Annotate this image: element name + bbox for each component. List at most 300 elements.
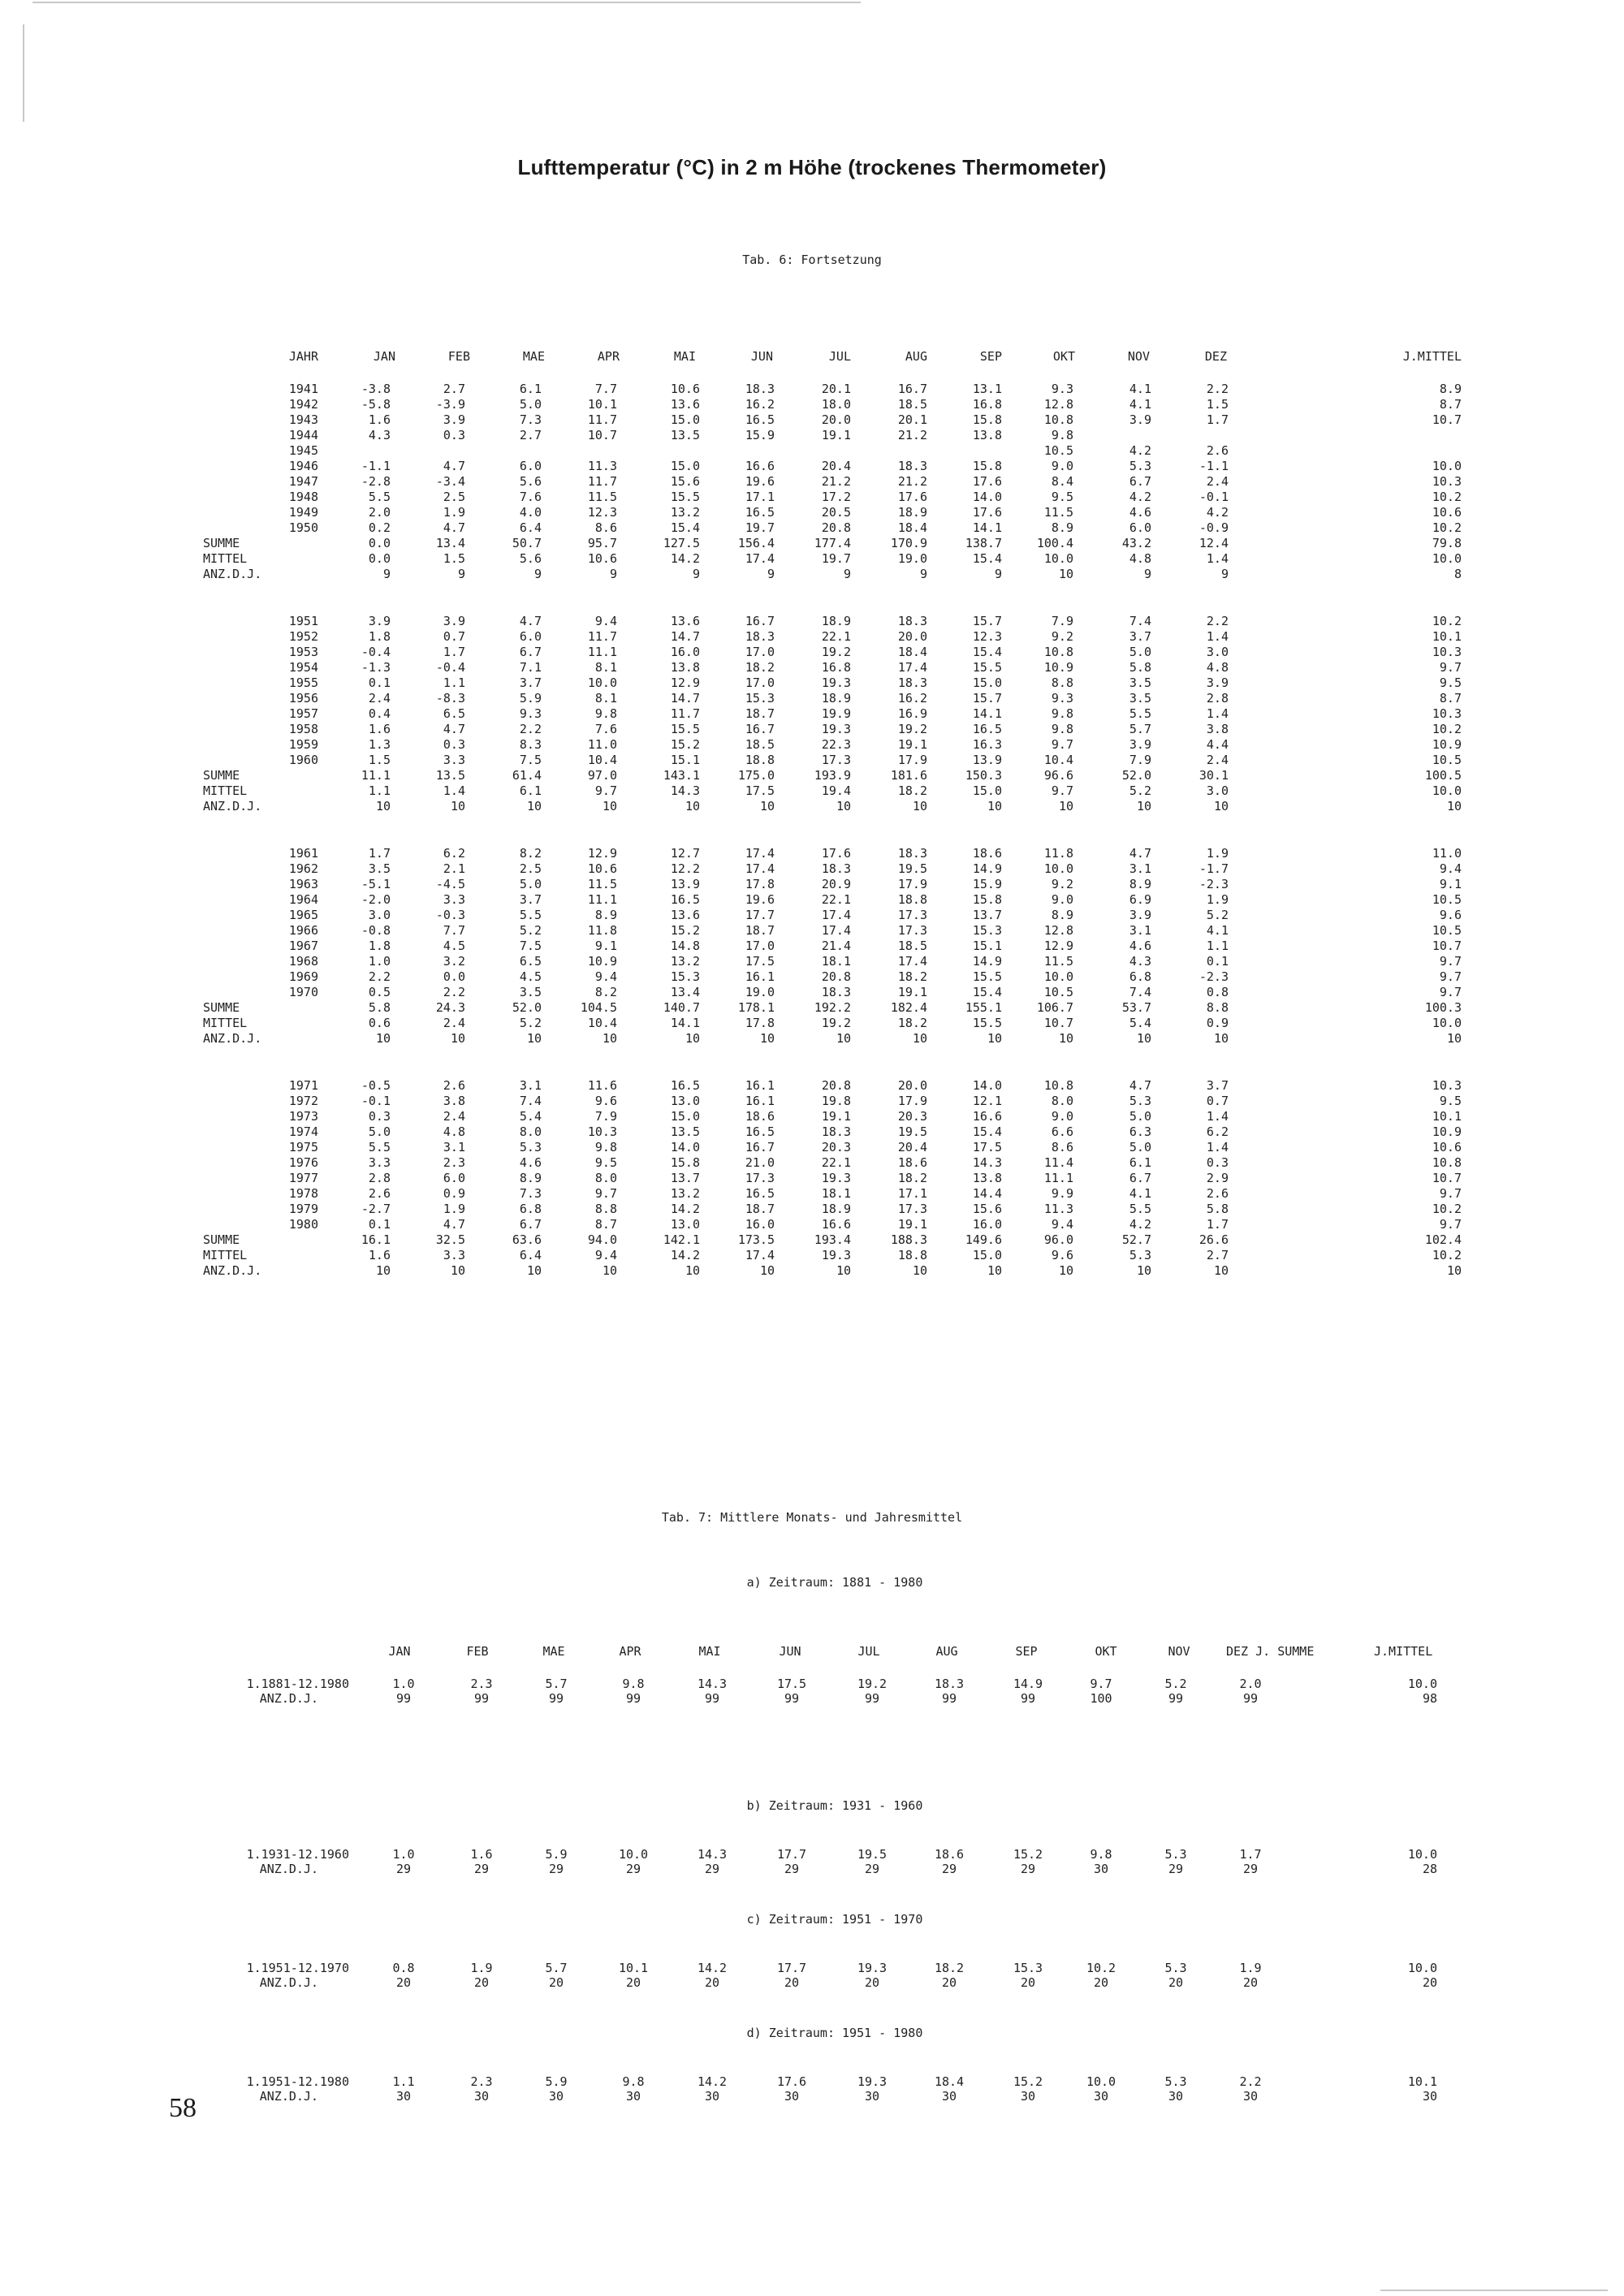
table-cell: 10.6 [587, 861, 617, 876]
table-cell: 3.9 [443, 614, 465, 628]
count-value: 20 [1242, 1975, 1259, 1990]
table-cell: 1.4 [1206, 1140, 1229, 1154]
mean-value: 15.2 [1013, 1847, 1043, 1862]
table-cell: 9 [767, 567, 775, 581]
table-cell: 17.0 [745, 939, 775, 953]
row-label: SUMME [203, 768, 240, 783]
column-header: SEP [1015, 1644, 1038, 1659]
row-label: 1961 [288, 846, 318, 861]
table-cell: 8.1 [594, 660, 617, 675]
table-cell: 0.3 [443, 737, 465, 752]
table-cell: 17.4 [821, 908, 851, 922]
table-cell: 9.1 [594, 939, 617, 953]
table-cell: 5.2 [1206, 908, 1229, 922]
table-cell: 10.7 [1432, 412, 1462, 427]
table-cell: 19.5 [897, 861, 927, 876]
table-cell: 10 [1213, 799, 1229, 814]
table-cell: 18.3 [821, 1124, 851, 1139]
table-cell: 18.3 [745, 382, 775, 396]
table-cell: 18.8 [745, 753, 775, 767]
row-label: 1969 [288, 969, 318, 984]
table-cell: 14.1 [670, 1016, 700, 1030]
table-cell: 7.7 [443, 923, 465, 938]
table-cell: 10 [450, 1263, 465, 1278]
table-cell: 10 [602, 799, 617, 814]
table-cell: 18.6 [897, 1155, 927, 1170]
table-cell: 10 [450, 1031, 465, 1046]
table-cell: 8.6 [594, 520, 617, 535]
table-cell: 193.4 [814, 1232, 851, 1247]
table-cell: 19.9 [821, 706, 851, 721]
table-cell: 10.9 [1043, 660, 1073, 675]
table-cell: 5.3 [1129, 1094, 1151, 1108]
table-cell: 53.7 [1121, 1000, 1151, 1015]
table-cell: 9.5 [1051, 490, 1073, 504]
row-label: SUMME [203, 536, 240, 550]
table-cell: 10.0 [1043, 861, 1073, 876]
period-row-label: 1.1951-12.1970 [246, 1961, 349, 1975]
table-cell: 15.8 [972, 412, 1002, 427]
table-cell: 9 [692, 567, 700, 581]
table-cell: 16.6 [972, 1109, 1002, 1124]
table-cell: 95.7 [587, 536, 617, 550]
table-cell: 2.8 [1206, 691, 1229, 706]
mean-value: 0.8 [392, 1961, 415, 1975]
table-cell: 1.1 [1206, 939, 1229, 953]
table-cell: -0.9 [1199, 520, 1229, 535]
table-cell: 16.8 [972, 397, 1002, 412]
mean-value: 10.0 [1407, 1961, 1437, 1975]
row-label: 1943 [288, 412, 318, 427]
table-cell: 10.5 [1432, 753, 1462, 767]
page-number: 58 [169, 2093, 197, 2123]
table-cell: 17.0 [745, 645, 775, 659]
table-cell: 1.4 [1206, 706, 1229, 721]
table-cell: 2.6 [1206, 1186, 1229, 1201]
table-cell: 8 [1453, 567, 1462, 581]
table-cell: 10.0 [1432, 783, 1462, 798]
table-cell: 10 [1136, 799, 1151, 814]
table-cell: 10 [987, 1263, 1002, 1278]
table-cell: 17.6 [972, 474, 1002, 489]
table-cell: 9.7 [1439, 1186, 1462, 1201]
table-cell: 14.4 [972, 1186, 1002, 1201]
table-cell: 155.1 [965, 1000, 1002, 1015]
table-cell: 10 [526, 1263, 542, 1278]
table-cell: 4.5 [519, 969, 542, 984]
table-cell: 11.5 [1043, 954, 1073, 969]
table-cell: 3.1 [1129, 861, 1151, 876]
mean-value: 18.3 [934, 1677, 965, 1691]
table-cell: 10.2 [1432, 614, 1462, 628]
table-cell: 3.9 [1129, 908, 1151, 922]
table-cell: 9.7 [1051, 783, 1073, 798]
table-cell: 156.4 [737, 536, 775, 550]
period-label: b) Zeitraum: 1931 - 1960 [746, 1798, 923, 1813]
table-cell: 15.6 [670, 474, 700, 489]
table-cell: 7.9 [1051, 614, 1073, 628]
table-cell: 16.0 [972, 1217, 1002, 1232]
table-cell: 8.1 [594, 691, 617, 706]
table-cell: 1.7 [1206, 1217, 1229, 1232]
table-cell: -0.1 [1199, 490, 1229, 504]
count-value: 20 [548, 1975, 564, 1990]
count-value: 30 [704, 2089, 720, 2104]
table-cell: 4.7 [443, 1217, 465, 1232]
row-label: 1956 [288, 691, 318, 706]
table-cell: 1.9 [1206, 892, 1229, 907]
table-cell: 10 [375, 1263, 391, 1278]
table-cell: 5.5 [1129, 706, 1151, 721]
table-cell: 1.5 [368, 753, 391, 767]
table-cell: 8.7 [1439, 691, 1462, 706]
table-cell: 10.1 [1432, 629, 1462, 644]
column-header: JAHR [288, 349, 318, 364]
table-cell: 1.3 [368, 737, 391, 752]
count-value: 30 [1242, 2089, 1259, 2104]
table-cell: 9 [382, 567, 391, 581]
table-cell: 4.7 [443, 459, 465, 473]
table-cell: 5.0 [1129, 1140, 1151, 1154]
table-cell: 22.1 [821, 1155, 851, 1170]
table-cell: 8.8 [1206, 1000, 1229, 1015]
table-cell: 12.3 [587, 505, 617, 520]
period-label: c) Zeitraum: 1951 - 1970 [746, 1912, 923, 1927]
table-cell: -0.8 [361, 923, 391, 938]
count-value: 99 [704, 1691, 720, 1706]
table-cell: 61.4 [512, 768, 542, 783]
table-cell: 18.5 [745, 737, 775, 752]
table-cell: 104.5 [580, 1000, 617, 1015]
table-cell: 2.4 [1206, 474, 1229, 489]
count-value: 99 [548, 1691, 564, 1706]
table-cell: 96.6 [1043, 768, 1073, 783]
table-cell: 5.0 [368, 1124, 391, 1139]
table-cell: 10.1 [587, 397, 617, 412]
table-cell: 20.8 [821, 1078, 851, 1093]
table-cell: 10.6 [670, 382, 700, 396]
table-cell: 17.3 [897, 908, 927, 922]
table-cell: 13.1 [972, 382, 1002, 396]
mean-value: 5.7 [545, 1961, 568, 1975]
column-header: NOV [1127, 349, 1150, 364]
table-cell: -0.4 [435, 660, 465, 675]
row-label: 1963 [288, 877, 318, 891]
row-label: 1962 [288, 861, 318, 876]
table-cell: 10.3 [1432, 1078, 1462, 1093]
table-cell: 3.7 [1206, 1078, 1229, 1093]
table-cell: 20.1 [821, 382, 851, 396]
table-cell: 9.4 [1439, 861, 1462, 876]
table-cell: 8.9 [1439, 382, 1462, 396]
table-cell: 14.0 [972, 490, 1002, 504]
table-cell: 12.2 [670, 861, 700, 876]
table-cell: 20.0 [821, 412, 851, 427]
table-cell: 2.9 [1206, 1171, 1229, 1185]
mean-value: 1.1 [392, 2074, 415, 2089]
table-cell: 4.6 [519, 1155, 542, 1170]
table-cell: 16.5 [972, 722, 1002, 736]
table-cell: 3.3 [443, 892, 465, 907]
table-cell: 13.9 [972, 753, 1002, 767]
table-cell: 16.6 [821, 1217, 851, 1232]
table-cell: 15.5 [972, 660, 1002, 675]
mean-value: 19.3 [857, 2074, 888, 2089]
table-cell: 10 [685, 1263, 700, 1278]
count-value: 20 [625, 1975, 641, 1990]
column-header: JUL [857, 1644, 880, 1659]
column-header: JUN [779, 1644, 801, 1659]
table-cell: 2.5 [443, 490, 465, 504]
table-cell: 17.5 [745, 954, 775, 969]
table-cell: 6.5 [519, 954, 542, 969]
table-cell: 5.0 [1129, 1109, 1151, 1124]
table-cell: 11.1 [361, 768, 391, 783]
table-cell: 20.3 [897, 1109, 927, 1124]
table-cell: 18.4 [897, 520, 927, 535]
table-cell: 15.4 [972, 551, 1002, 566]
mean-value: 15.2 [1013, 2074, 1043, 2089]
table-cell: 0.3 [368, 1109, 391, 1124]
table-cell: 5.5 [519, 908, 542, 922]
mean-value: 19.5 [857, 1847, 888, 1862]
table-cell: 10.9 [1432, 737, 1462, 752]
table-cell: 18.3 [897, 459, 927, 473]
table-cell: 15.0 [670, 1109, 700, 1124]
table-cell: 11.1 [1043, 1171, 1073, 1185]
table-cell: 1.4 [1206, 629, 1229, 644]
table-cell: 19.7 [821, 551, 851, 566]
table-cell: 12.7 [670, 846, 700, 861]
table-cell: 19.5 [897, 1124, 927, 1139]
mean-value: 1.0 [392, 1847, 415, 1862]
table-cell: 16.1 [361, 1232, 391, 1247]
table-cell: 11.0 [587, 737, 617, 752]
table-cell: 13.6 [670, 614, 700, 628]
table-cell: 15.3 [670, 969, 700, 984]
table-cell: 10.0 [1432, 551, 1462, 566]
row-label: 1968 [288, 954, 318, 969]
table-cell: 16.0 [670, 645, 700, 659]
table-cell: 17.1 [745, 490, 775, 504]
table-cell: 14.1 [972, 520, 1002, 535]
table-cell: 6.8 [519, 1202, 542, 1216]
table-cell: 16.7 [745, 614, 775, 628]
table-cell: 17.6 [972, 505, 1002, 520]
table-cell: 177.4 [814, 536, 851, 550]
table-cell: 4.7 [443, 520, 465, 535]
table-cell: 3.3 [368, 1155, 391, 1170]
table-cell: -2.8 [361, 474, 391, 489]
table-cell: 11.6 [587, 1078, 617, 1093]
row-label: 1967 [288, 939, 318, 953]
table-cell: 4.1 [1206, 923, 1229, 938]
scan-edge-bottom [1380, 2290, 1608, 2291]
table-cell: 19.6 [745, 474, 775, 489]
table-cell: 5.2 [519, 923, 542, 938]
count-row-label: ANZ.D.J. [259, 1975, 318, 1990]
table-cell: 18.3 [821, 985, 851, 999]
table-cell: 19.7 [745, 520, 775, 535]
mean-value: 18.4 [934, 2074, 965, 2089]
table-cell: 192.2 [814, 1000, 851, 1015]
table-cell: 4.7 [1129, 1078, 1151, 1093]
table-cell: 2.4 [443, 1109, 465, 1124]
table-cell: 12.9 [670, 675, 700, 690]
table-cell: 52.7 [1121, 1232, 1151, 1247]
table-cell: 6.2 [1206, 1124, 1229, 1139]
column-header: OKT [1052, 349, 1075, 364]
mean-value: 17.7 [776, 1961, 807, 1975]
table-cell: 5.8 [1206, 1202, 1229, 1216]
table-cell: 19.1 [821, 428, 851, 442]
table-cell: 9 [609, 567, 617, 581]
row-label: 1959 [288, 737, 318, 752]
mean-value: 2.3 [470, 1677, 493, 1691]
table-cell: -2.3 [1199, 969, 1229, 984]
column-header: JUL [828, 349, 851, 364]
table-cell: 9.5 [594, 1155, 617, 1170]
table-cell: 5.0 [519, 877, 542, 891]
row-label: 1942 [288, 397, 318, 412]
table-cell: 13.8 [972, 428, 1002, 442]
row-label: 1965 [288, 908, 318, 922]
table-cell: 17.4 [745, 1248, 775, 1262]
table-cell: 2.6 [368, 1186, 391, 1201]
table-cell: 7.6 [594, 722, 617, 736]
table-cell: 18.1 [821, 954, 851, 969]
table-cell: 1.9 [1206, 846, 1229, 861]
table-cell: 10.3 [1432, 474, 1462, 489]
table-cell: 3.3 [443, 1248, 465, 1262]
period-row-label: 1.1951-12.1980 [246, 2074, 349, 2089]
table-cell: 8.2 [594, 985, 617, 999]
table-cell: 16.1 [745, 1078, 775, 1093]
table-cell: 9.5 [1439, 675, 1462, 690]
table-cell: 7.5 [519, 753, 542, 767]
table-cell: 3.7 [519, 675, 542, 690]
table-cell: 3.0 [1206, 783, 1229, 798]
table-cell: 10 [602, 1263, 617, 1278]
table-cell: -5.1 [361, 877, 391, 891]
table-cell: 4.8 [1129, 551, 1151, 566]
table-cell: 11.5 [587, 877, 617, 891]
table-cell: 4.2 [1129, 1217, 1151, 1232]
mean-value: 14.2 [697, 2074, 728, 2089]
table-cell: 18.8 [897, 1248, 927, 1262]
table-cell: 17.6 [897, 490, 927, 504]
mean-value: 10.0 [1407, 1847, 1437, 1862]
table-cell: 7.4 [1129, 985, 1151, 999]
table-cell: 3.1 [519, 1078, 542, 1093]
table-cell: 10.7 [1043, 1016, 1073, 1030]
table-cell: 1.6 [368, 412, 391, 427]
count-value: 29 [864, 1862, 880, 1876]
table-cell: 10 [1136, 1263, 1151, 1278]
table-cell: 9.7 [1439, 985, 1462, 999]
table-cell: 16.6 [745, 459, 775, 473]
column-header: AUG [905, 349, 927, 364]
table-cell: 9.8 [594, 1140, 617, 1154]
table-cell: 13.8 [670, 660, 700, 675]
table-cell: 7.7 [594, 382, 617, 396]
table-cell: 9.0 [1051, 892, 1073, 907]
table-cell: 4.2 [1206, 505, 1229, 520]
table-cell: 173.5 [737, 1232, 775, 1247]
row-label: MITTEL [203, 1016, 248, 1030]
table-cell: 15.3 [745, 691, 775, 706]
table-cell: 9.4 [594, 614, 617, 628]
table-cell: 9 [1220, 567, 1229, 581]
table-cell: 4.1 [1129, 1186, 1151, 1201]
table-cell: 0.1 [368, 1217, 391, 1232]
table-cell: 17.5 [745, 783, 775, 798]
table-cell: 63.6 [512, 1232, 542, 1247]
table-cell: 9 [919, 567, 927, 581]
table-cell: 15.1 [670, 753, 700, 767]
table-cell: 14.3 [670, 783, 700, 798]
column-header: JAN [373, 349, 395, 364]
table-cell: 26.6 [1199, 1232, 1229, 1247]
row-label: 1944 [288, 428, 318, 442]
table-cell: 6.9 [1129, 892, 1151, 907]
table-cell: 3.5 [519, 985, 542, 999]
table-cell: 16.5 [745, 505, 775, 520]
table-cell: 15.6 [972, 1202, 1002, 1216]
table-cell: 9.7 [1051, 737, 1073, 752]
table-cell: 9.7 [1439, 954, 1462, 969]
table-cell: 14.0 [972, 1078, 1002, 1093]
table-cell: 12.8 [1043, 923, 1073, 938]
count-value: 20 [1422, 1975, 1437, 1990]
table-cell: 5.7 [1129, 722, 1151, 736]
table-cell: 3.7 [1129, 629, 1151, 644]
table-cell: 9.4 [594, 969, 617, 984]
table-cell: 10.5 [1043, 443, 1073, 458]
row-label: 1955 [288, 675, 318, 690]
table-cell: 30.1 [1199, 768, 1229, 783]
table-cell: 3.9 [368, 614, 391, 628]
table-cell: 150.3 [965, 768, 1002, 783]
mean-value: 10.0 [1086, 2074, 1116, 2089]
table-cell: 2.7 [519, 428, 542, 442]
mean-value: 1.7 [1239, 1847, 1262, 1862]
table-cell: 12.9 [587, 846, 617, 861]
table-cell: 5.5 [1129, 1202, 1151, 1216]
table-cell: 1.4 [443, 783, 465, 798]
table-cell: 1.5 [443, 551, 465, 566]
period-label: a) Zeitraum: 1881 - 1980 [746, 1575, 923, 1590]
count-value: 99 [473, 1691, 490, 1706]
table-cell: 10 [685, 799, 700, 814]
count-value: 99 [784, 1691, 800, 1706]
table-cell: 5.3 [1129, 1248, 1151, 1262]
table-cell: 170.9 [890, 536, 927, 550]
table-cell: 15.4 [972, 1124, 1002, 1139]
table-cell: 5.6 [519, 551, 542, 566]
table-cell: 19.0 [897, 551, 927, 566]
table-cell: 20.9 [821, 877, 851, 891]
column-header: FEB [466, 1644, 489, 1659]
table-cell: 14.2 [670, 551, 700, 566]
table-cell: 0.0 [368, 536, 391, 550]
table-cell: 50.7 [512, 536, 542, 550]
table-cell: 18.3 [897, 675, 927, 690]
table-cell: 10 [912, 1263, 927, 1278]
table-cell: 3.2 [443, 954, 465, 969]
table-cell: 2.7 [1206, 1248, 1229, 1262]
table-cell: 10.8 [1043, 1078, 1073, 1093]
